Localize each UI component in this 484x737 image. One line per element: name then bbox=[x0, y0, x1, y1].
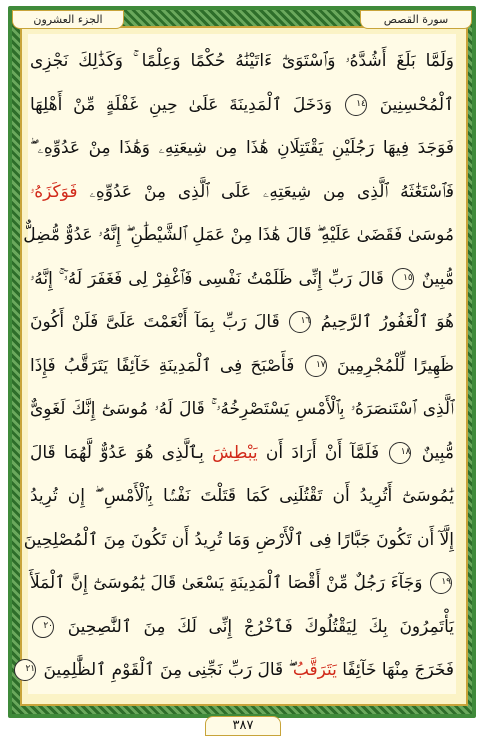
verse-line bbox=[30, 388, 454, 432]
ayah-number-marker: ٢١ bbox=[14, 659, 36, 681]
verse-text: قَالَ رَبِّ بِمَآ أَنْعَمْتَ عَلَىَّ فَلَنْ أَكُونَ bbox=[30, 312, 280, 332]
verse-text: ٱلَّذِى ٱسْتَنصَرَهُۥ بِٱلْأَمْسِ يَسْتَصْرِخُهُۥ ۚ قَالَ لَهُۥ مُوسَىٰٓ إِنَّكَ لَغَوِىٌّ bbox=[30, 399, 454, 419]
verse-line bbox=[30, 301, 454, 345]
verse-text: يَأْتَمِرُونَ بِكَ لِيَقْتُلُوكَ فَٱخْرُجْ إِنِّى لَكَ مِنَ ٱلنَّٰصِحِينَ bbox=[67, 616, 454, 637]
verse-text: بِٱلَّذِى هُوَ عَدُوٌّ لَّهُمَا قَالَ bbox=[30, 442, 204, 463]
verse-text: إِلَّآ أَن تَكُونَ جَبَّارًا فِى ٱلْأَرْضِ وَمَا تُرِيدُ أَن تَكُونَ مِنَ ٱلْمُصْلِحِينَ bbox=[23, 529, 454, 550]
verse-line bbox=[30, 40, 454, 84]
verse-line bbox=[23, 519, 454, 563]
verse-text: ۖ قَالَ رَبِّ نَجِّنِى مِنَ ٱلْقَوْمِ ٱلظَّٰلِمِينَ bbox=[43, 660, 289, 680]
ayah-number-marker: ١٧ bbox=[305, 355, 327, 377]
ayah-number-marker: ١٦ bbox=[289, 311, 311, 333]
verse-text: مُوسَىٰ فَقَضَىٰ عَلَيْهِ ۖ قَالَ هَٰذَا مِنْ عَمَلِ ٱلشَّيْطَٰنِ ۖ إِنَّهُۥ عَدُوٌّ مُّضِلٌّ bbox=[23, 225, 454, 245]
verse-text: مُّبِينٌ bbox=[421, 442, 455, 463]
verse-text: وَلَمَّا بَلَغَ أَشُدَّهُۥ وَٱسْتَوَىٰٓ ءَاتَيْنَٰهُ حُكْمًا وَعِلْمًا ۚ وَكَذَٰلِكَ نَجْزِى bbox=[30, 51, 454, 71]
verse-text: يَٰمُوسَىٰٓ أَتُرِيدُ أَن تَقْتُلَنِى كَمَا قَتَلْتَ نَفْسًۢا بِٱلْأَمْسِ ۖ إِن تُرِيدُ bbox=[30, 486, 454, 506]
verse-line bbox=[30, 258, 454, 302]
page-footer bbox=[0, 716, 484, 737]
verse-text: وَجَآءَ رَجُلٌ مِّنْ أَقْصَا ٱلْمَدِينَةِ يَسْعَىٰ قَالَ يَٰمُوسَىٰٓ إِنَّ ٱلْمَلَأَ bbox=[30, 573, 423, 593]
verse-text: ظَهِيرًا لِّلْمُجْرِمِينَ bbox=[336, 355, 454, 376]
ayah-number-marker: ١٥ bbox=[392, 268, 414, 290]
verse-line bbox=[30, 345, 454, 389]
verse-line bbox=[30, 606, 454, 650]
highlighted-word: يَبْطِشَ bbox=[212, 442, 258, 463]
ayah-number-marker: ١٨ bbox=[389, 442, 411, 464]
ayah-number-marker: ١٩ bbox=[430, 572, 452, 594]
verse-line bbox=[25, 649, 454, 693]
verse-text: ٱلْمُحْسِنِينَ bbox=[379, 94, 455, 115]
verse-text: فَوَجَدَ فِيهَا رَجُلَيْنِ يَقْتَتِلَانِ هَٰذَا مِن شِيعَتِهِۦ وَهَٰذَا مِنْ عَدُوِّهِۦ ۖ bbox=[30, 138, 454, 158]
verse-lines bbox=[23, 40, 455, 693]
highlighted-word: فَوَكَزَهُۥ bbox=[30, 181, 78, 202]
verse-text: قَالَ رَبِّ إِنِّى ظَلَمْتُ نَفْسِى فَٱغْفِرْ لِى فَغَفَرَ لَهُۥٓ ۚ إِنَّهُۥ bbox=[30, 268, 384, 289]
verse-text: فَخَرَجَ مِنْهَا خَآئِفًا bbox=[336, 660, 454, 680]
juz-label: الجزء العشرون bbox=[12, 10, 124, 29]
verse-text: وَدَخَلَ ٱلْمَدِينَةَ عَلَىٰ حِينِ غَفْلَةٍ مِّنْ أَهْلِهَا bbox=[30, 94, 333, 115]
ayah-number-marker: ٢٠ bbox=[32, 616, 54, 638]
verse-text: هُوَ ٱلْغَفُورُ ٱلرَّحِيمُ bbox=[320, 312, 455, 332]
verse-text: فَأَصْبَحَ فِى ٱلْمَدِينَةِ خَآئِفًا يَتَرَقَّبُ فَإِذَا bbox=[30, 355, 295, 376]
verse-text: فَلَمَّآ أَنْ أَرَادَ أَن bbox=[257, 442, 380, 463]
page-number: ٣٨٧ bbox=[205, 716, 281, 736]
ayah-number-marker: ١٤ bbox=[345, 94, 367, 116]
verse-line bbox=[23, 214, 454, 258]
verse-line bbox=[30, 127, 454, 171]
verse-line bbox=[30, 562, 454, 606]
surah-label: سورة القصص bbox=[360, 10, 472, 29]
highlighted-word: يَتَرَقَّبُ bbox=[292, 660, 337, 680]
verse-line bbox=[30, 84, 454, 128]
verse-line bbox=[30, 171, 454, 215]
verse-text: مُّبِينٌ bbox=[421, 268, 455, 289]
verse-line bbox=[30, 475, 454, 519]
verse-line bbox=[30, 432, 454, 476]
page-header bbox=[12, 10, 472, 28]
verse-text: فَٱسْتَغَٰثَهُ ٱلَّذِى مِن شِيعَتِهِۦ عَلَى ٱلَّذِى مِنْ عَدُوِّهِۦ bbox=[77, 181, 454, 202]
